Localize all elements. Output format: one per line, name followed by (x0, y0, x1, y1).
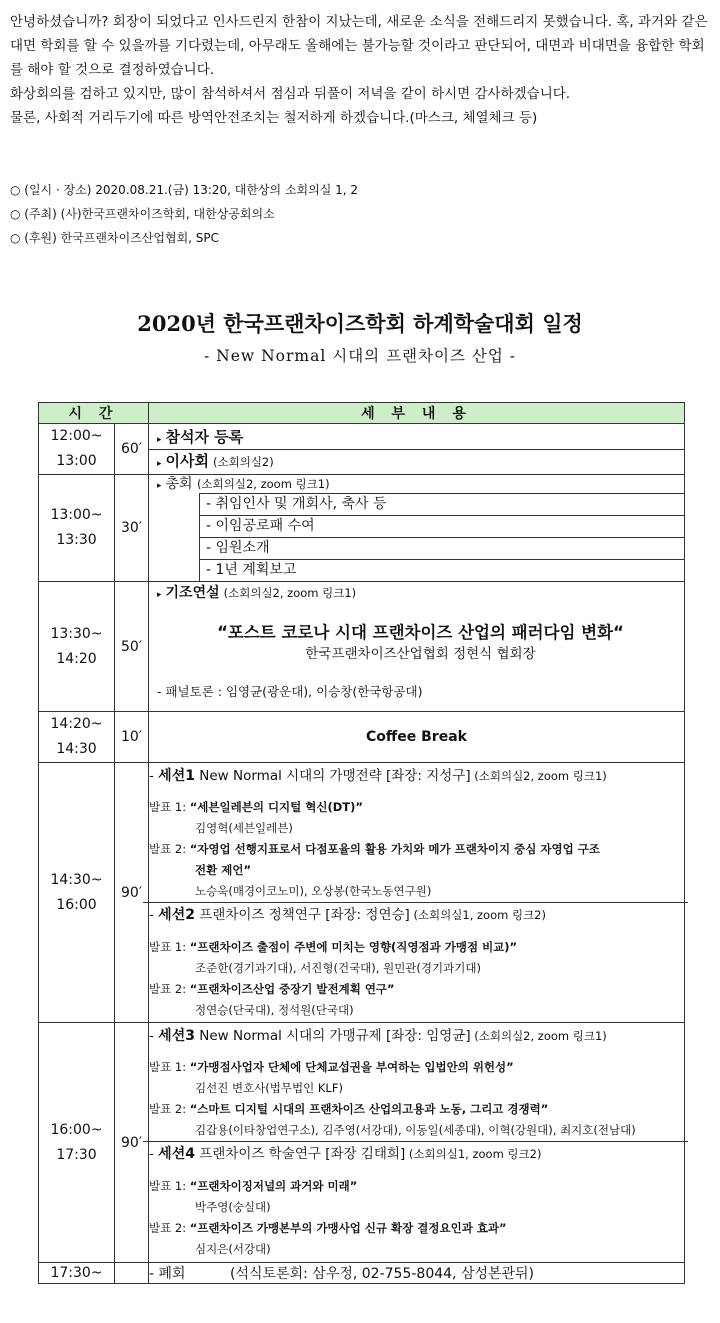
time-cell: 13:00~ 13:30 (39, 475, 115, 582)
duration-cell: 50′ (115, 582, 149, 712)
intro-paragraph: 화상회의를 검하고 있지만, 많이 참석하셔서 점심과 뒤풀이 저녁을 같이 하시면 감사하겠습니다. (10, 86, 571, 102)
table-row (39, 712, 685, 763)
header-detail: 세 부 내 용 (149, 403, 685, 424)
detail-cell (149, 1023, 685, 1263)
list-item: ▸ 참석자 등록 (149, 426, 684, 450)
event-info (10, 178, 358, 250)
keynote (157, 622, 684, 664)
info-sponsor: ○ (후원) 한국프랜차이즈산업협회, SPC (10, 231, 220, 245)
presentation: 발표 1: “세븐일레븐의 디지털 혁신(DT)” 김영혁(세븐일레븐) 발표 2: “자영업 선행지표로서 다점포율의 활용 가치와 메가 프랜차이지 중심 자영업 구조 전환 제언” 노승욱(매경이코노미), 오상봉(한국노동연구원) (149, 800, 600, 898)
table-row (39, 1263, 685, 1284)
header-time: 시 간 (39, 403, 149, 424)
presentation: 발표 1: “프랜차이징저널의 과거와 미래” 박주영(숭실대) 발표 2: “프랜차이즈 가맹본부의 가맹사업 신규 확장 결정요인과 효과” 심지은(서강대) (149, 1179, 507, 1256)
keynote-title: “포스트 코로나 시대 프랜차이즈 산업의 패러다임 변화“ (217, 623, 624, 642)
duration-cell (115, 1263, 149, 1284)
session-4: - 세션4 프랜차이즈 학술연구 [좌장 김태희] (소회의실1, zoom 링크2) (149, 1146, 542, 1162)
session-2: - 세션2 프랜차이즈 정책연구 [좌장: 정연승] (소회의실1, zoom 링크2) (149, 907, 546, 923)
info-host: ○ (주최) (사)한국프랜차이즈학회, 대한상공회의소 (10, 207, 275, 221)
session-1: - 세션1 New Normal 시대의 가맹전략 [좌장: 지성구] (소회의실2, zoom 링크1) (149, 768, 607, 784)
agenda-item: - 취임인사 및 개회사, 축사 등 (200, 494, 684, 516)
presentation: 발표 1: “프랜차이즈 출점이 주변에 미치는 영향(직영점과 가맹점 비교)” 조준한(경기과기대), 서진형(건국대), 원민관(경기과기대) 발표 2: “프랜차이즈산업 중장기 발전계획 연구” 정연승(단국대), 정석원(단국대) (149, 940, 518, 1017)
table-header (39, 403, 685, 424)
list-item: ▸ 이사회 (소회의실2) (157, 451, 274, 470)
table-row (39, 424, 685, 475)
table-row (39, 763, 685, 1023)
panel-discussion: - 패널토론 : 임영균(광운대), 이승창(한국항공대) (157, 684, 423, 699)
duration-cell: 60′ (115, 424, 149, 475)
detail-cell (149, 763, 685, 1023)
table-row (39, 582, 685, 712)
detail-cell (149, 475, 685, 582)
time-cell: 17:30~ (39, 1263, 115, 1284)
time-cell: 16:00~ 17:30 (39, 1023, 115, 1263)
time-cell: 13:30~ 14:20 (39, 582, 115, 712)
agenda-list (199, 493, 684, 581)
detail-cell (149, 424, 685, 475)
detail-cell (149, 582, 685, 712)
intro-text (10, 10, 712, 130)
list-item: ▸ 기조연설 (소회의실2, zoom 링크1) (157, 585, 357, 601)
presentation: 발표 1: “가맹점사업자 단체에 단체교섭권을 부여하는 입법안의 위헌성” 김선진 변호사(법무법인 KLF) 발표 2: “스마트 디지털 시대의 프랜차이즈 산업의고용과 노동, 그리고 경쟁력” 김갑용(이타창업연구소), 김주영(서강대), 이동일(세종대), 이혁(강원대), 최지호(전남대) (149, 1060, 636, 1137)
intro-paragraph: 물론, 사회적 거리두기에 따른 방역안전조치는 철저하게 하겠습니다.(마스크, 체열체크 등) (10, 110, 538, 126)
duration-cell: 10′ (115, 712, 149, 763)
keynote-speaker: 한국프랜차이즈산업협회 정현식 협회장 (305, 646, 536, 662)
table-row (39, 475, 685, 582)
time-cell: 14:20~ 14:30 (39, 712, 115, 763)
table-row (39, 1023, 685, 1263)
agenda-item: - 임원소개 (200, 538, 684, 560)
coffee-break: Coffee Break (149, 712, 685, 763)
page-title: 2020년 한국프랜차이즈학회 하계학술대회 일정 (137, 311, 583, 336)
agenda-item: - 1년 계획보고 (206, 562, 297, 578)
schedule-table (38, 402, 685, 1284)
duration-cell: 90′ (115, 763, 149, 1023)
list-item: ▸ 총회 (소회의실2, zoom 링크1) (157, 476, 330, 492)
page-subtitle: - New Normal 시대의 프랜차이즈 산업 - (204, 347, 516, 365)
time-cell: 14:30~ 16:00 (39, 763, 115, 1023)
duration-cell: 90′ (115, 1023, 149, 1263)
intro-paragraph: 안녕하셨습니까? 회장이 되었다고 인사드린지 한참이 지났는데, 새로운 소식을 전해드리지 못했습니다. 혹, 과거와 같은 대면 학회를 할 수 있을까를 기다렸는데, 아무래도 올해에는 불가능할 것이라고 판단되어, 대면과 비대면을 융합한 학회를 해야 할 것으로 결정하였습니다. (10, 14, 708, 78)
time-cell: 12:00~ 13:00 (39, 424, 115, 475)
session-3: - 세션3 New Normal 시대의 가맹규제 [좌장: 임영균] (소회의실2, zoom 링크1) (149, 1028, 607, 1044)
duration-cell: 30′ (115, 475, 149, 582)
agenda-item: - 이임공로패 수여 (200, 516, 684, 538)
closing: - 폐회 (석식토론회: 삼우정, 02-755-8044, 삼성본관뒤) (149, 1263, 685, 1284)
info-date-place: ○ (일시 · 장소) 2020.08.21.(금) 13:20, 대한상의 소회의실 1, 2 (10, 183, 359, 197)
